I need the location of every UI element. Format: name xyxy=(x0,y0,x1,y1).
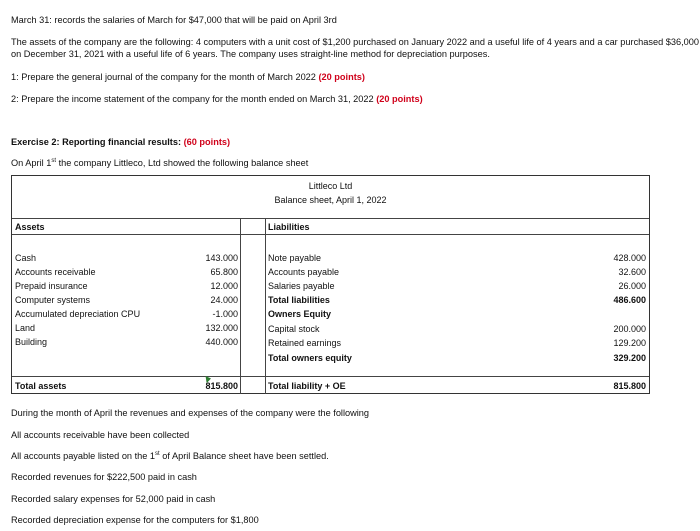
question-2-points: (20 points) xyxy=(376,94,423,104)
april-line-2 xyxy=(11,450,329,462)
question-2 xyxy=(11,93,423,105)
liab-label-capital-stock: Capital stock xyxy=(268,324,320,334)
exercise-2-title-text: Exercise 2: Reporting financial results: xyxy=(11,137,182,147)
april-line-5: Recorded depreciation expense for the computers for $1,800 xyxy=(11,515,259,525)
totals-divider xyxy=(12,376,649,377)
liab-label-note-payable: Note payable xyxy=(268,253,322,263)
assets-header: Assets xyxy=(15,222,45,232)
april-line-4: Recorded salary expenses for 52,000 paid in cash xyxy=(11,494,216,504)
asset-label-land: Land xyxy=(15,323,36,333)
liab-value-salaries-payable: 26.000 xyxy=(618,281,646,291)
asset-value-land: 132.000 xyxy=(205,323,238,333)
liab-label-retained-earnings: Retained earnings xyxy=(268,338,342,348)
liab-label-salaries-payable: Salaries payable xyxy=(268,281,335,291)
asset-value-building: 440.000 xyxy=(205,337,238,347)
liab-value-total-liabilities: 486.600 xyxy=(613,295,646,305)
april-line-2-sup: st xyxy=(155,450,160,457)
april-intro: During the month of April the revenues and expenses of the company were the following xyxy=(11,408,370,418)
total-assets-value: 815.800 xyxy=(205,381,238,391)
balance-sheet-company: Littleco Ltd xyxy=(308,181,353,191)
question-1 xyxy=(11,71,365,83)
liab-value-capital-stock: 200.000 xyxy=(613,324,646,334)
exercise-2-title xyxy=(11,136,230,148)
exercise-2-points: (60 points) xyxy=(183,137,231,147)
total-liab-oe-label: Total liability + OE xyxy=(268,381,346,391)
asset-value-computer-systems: 24.000 xyxy=(210,295,238,305)
april-line-2-post: of April Balance sheet have been settled. xyxy=(159,451,329,461)
asset-label-building: Building xyxy=(15,337,48,347)
exercise-2-intro xyxy=(11,157,308,169)
liab-value-retained-earnings: 129.200 xyxy=(613,338,646,348)
exercise-2-intro-post: the company Littleco, Ltd showed the following balance sheet xyxy=(56,158,309,168)
asset-label-accounts-receivable: Accounts receivable xyxy=(15,267,96,277)
asset-label-accumulated-depreciation: Accumulated depreciation CPU xyxy=(15,309,141,319)
balance-sheet-subtitle: Balance sheet, April 1, 2022 xyxy=(274,195,387,205)
april-line-3: Recorded revenues for $222,500 paid in cash xyxy=(11,472,197,482)
question-1-text: 1: Prepare the general journal of the company for the month of March 2022 xyxy=(11,72,316,82)
asset-label-prepaid-insurance: Prepaid insurance xyxy=(15,281,88,291)
header-divider-top xyxy=(12,218,649,219)
exercise-2-intro-pre: On April 1 xyxy=(11,158,52,168)
liab-label-accounts-payable: Accounts payable xyxy=(268,267,340,277)
question-1-points: (20 points) xyxy=(318,72,365,82)
liab-label-total-owners-equity: Total owners equity xyxy=(268,353,352,363)
liab-label-total-liabilities: Total liabilities xyxy=(268,295,330,305)
liabilities-divider xyxy=(265,218,266,394)
asset-value-accounts-receivable: 65.800 xyxy=(210,267,238,277)
asset-value-prepaid-insurance: 12.000 xyxy=(210,281,238,291)
total-assets-label: Total assets xyxy=(15,381,67,391)
asset-label-cash: Cash xyxy=(15,253,37,263)
assets-value-divider xyxy=(240,218,241,394)
liab-value-total-owners-equity: 329.200 xyxy=(613,353,646,363)
intro-line-march31: March 31: records the salaries of March for $47,000 that will be paid on April 3rd xyxy=(11,15,337,25)
liab-value-accounts-payable: 32.600 xyxy=(618,267,646,277)
april-line-2-pre: All accounts payable listed on the 1 xyxy=(11,451,156,461)
total-liab-oe-value: 815.800 xyxy=(613,381,646,391)
liabilities-header: Liabilities xyxy=(268,222,310,232)
assets-paragraph: The assets of the company are the following: 4 computers with a unit cost of $1,200 purchased on January 2022 and a useful life of 4 years and a car purchased $36,000 on December 31, 2021 with a useful life of 6 years. The company uses straight-line method for depreciation purposes. xyxy=(11,37,699,59)
asset-value-accumulated-depreciation: -1.000 xyxy=(212,309,238,319)
question-2-text: 2: Prepare the income statement of the company for the month ended on March 31, 2022 xyxy=(11,94,374,104)
asset-label-computer-systems: Computer systems xyxy=(15,295,91,305)
liab-value-note-payable: 428.000 xyxy=(613,253,646,263)
liab-label-owners-equity: Owners Equity xyxy=(268,309,332,319)
header-divider-bottom xyxy=(12,234,649,235)
balance-sheet xyxy=(11,175,650,394)
asset-value-cash: 143.000 xyxy=(205,253,238,263)
april-line-1: All accounts receivable have been collected xyxy=(11,430,190,440)
exercise-2-intro-sup: st xyxy=(51,157,57,164)
